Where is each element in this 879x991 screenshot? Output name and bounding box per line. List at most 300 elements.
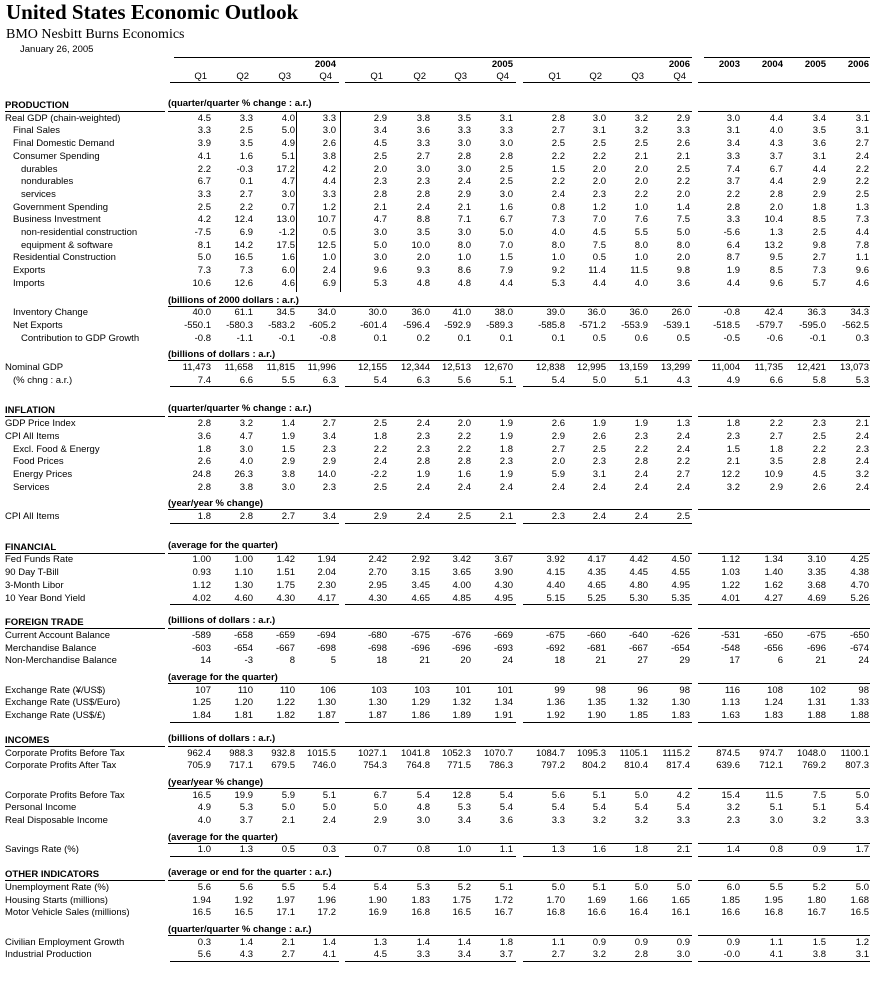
value-cell: 3.1	[855, 949, 869, 961]
value-cell: 13,159	[618, 362, 648, 373]
value-cell: 12.2	[721, 468, 740, 480]
value-cell: 2.6	[197, 456, 211, 468]
value-cell: 3.7	[769, 150, 783, 162]
value-cell: 2.70	[368, 567, 387, 579]
value-cell: 5.1	[499, 881, 513, 893]
value-cell: 3.3	[855, 815, 869, 826]
value-cell: -0.6	[766, 332, 783, 344]
value-cell: 0.7	[373, 844, 387, 856]
value-cell: 5.0	[551, 881, 565, 893]
value-cell: 4.8	[416, 802, 430, 814]
quarter-header: Q3	[278, 71, 291, 82]
unit-label: (billions of dollars : a.r.)	[168, 732, 276, 744]
value-cell: 3.3	[197, 188, 211, 200]
value-cell: 0.9	[634, 936, 648, 948]
value-cell: 3.0	[457, 163, 471, 175]
value-cell: 6.9	[322, 277, 336, 289]
value-cell: 7.3	[855, 214, 869, 226]
value-cell: -694	[316, 629, 336, 641]
value-cell: -669	[493, 629, 513, 641]
value-cell: 0.1	[373, 332, 387, 344]
value-cell: 1.95	[764, 894, 783, 906]
value-cell: -0.8	[723, 307, 740, 319]
value-cell: 2.5	[197, 201, 211, 213]
value-cell: 2.2	[592, 150, 606, 162]
value-cell: 1.22	[276, 697, 295, 709]
value-cell: 1.81	[234, 710, 253, 722]
value-cell: 4.4	[812, 163, 826, 175]
page-title: United States Economic Outlook	[6, 0, 299, 24]
row-label: Exchange Rate (¥/US$)	[5, 684, 106, 696]
value-cell: 4.0	[551, 227, 565, 238]
value-cell: 7.9	[499, 265, 513, 277]
value-cell: 2.7	[812, 252, 826, 264]
value-cell: -698	[367, 642, 387, 654]
value-cell: 2.9	[373, 815, 387, 826]
value-cell: 3.42	[452, 554, 471, 566]
value-cell: 2.9	[769, 481, 783, 493]
value-cell: -1.2	[278, 227, 295, 238]
value-cell: 1.9	[499, 468, 513, 480]
value-cell: 5.6	[551, 789, 565, 801]
value-cell: -7.5	[194, 227, 211, 238]
value-cell: 17.2	[317, 907, 336, 919]
value-cell: 12,838	[535, 362, 565, 373]
value-cell: 9.6	[373, 265, 387, 277]
value-cell: 1.5	[551, 163, 565, 175]
value-cell: 3.4	[322, 511, 336, 522]
rule-line	[345, 856, 516, 857]
value-cell: 9.8	[812, 239, 826, 251]
value-cell: -676	[451, 629, 471, 641]
value-cell: 2.2	[457, 430, 471, 442]
value-cell: 5.3	[416, 881, 430, 893]
quarter-header: Q3	[454, 71, 467, 82]
section-heading: INFLATION	[5, 405, 55, 417]
value-cell: 3.6	[499, 815, 513, 826]
value-cell: 34.3	[850, 307, 869, 319]
value-cell: 1.75	[276, 579, 295, 591]
value-cell: 1.10	[234, 567, 253, 579]
value-cell: 2.4	[592, 511, 606, 522]
value-cell: 2.3	[812, 418, 826, 430]
value-cell: 2.2	[457, 443, 471, 455]
value-cell: 2.4	[634, 481, 648, 493]
value-cell: 9.3	[416, 265, 430, 277]
value-cell: 2.4	[457, 176, 471, 188]
value-cell: 2.3	[499, 456, 513, 468]
value-cell: -667	[275, 642, 295, 654]
unit-label: (quarter/quarter % change : a.r.)	[168, 403, 312, 415]
rule-line	[170, 82, 339, 83]
value-cell: 9.6	[855, 265, 869, 277]
value-cell: 2.1	[634, 150, 648, 162]
year-header-2004: 2004	[314, 59, 336, 70]
value-cell: 0.8	[551, 201, 565, 213]
value-cell: 13.2	[764, 239, 783, 251]
section-heading: PRODUCTION	[5, 100, 69, 111]
value-cell: 15.4	[721, 789, 740, 801]
value-cell: 2.0	[416, 252, 430, 264]
value-cell: 2.0	[373, 163, 387, 175]
value-cell: -696	[410, 642, 430, 654]
value-cell: 4.40	[546, 579, 565, 591]
unit-label: (quarter/quarter % change : a.r.)	[168, 98, 312, 109]
value-cell: 1.8	[499, 936, 513, 948]
value-cell: 2.8	[373, 188, 387, 200]
value-cell: -0.1	[809, 332, 826, 344]
value-cell: 4.9	[197, 802, 211, 814]
value-cell: 0.2	[416, 332, 430, 344]
rule-line	[345, 961, 516, 962]
unit-label: (average or end for the quarter : a.r.)	[168, 867, 332, 879]
value-cell: -692	[545, 642, 565, 654]
value-cell: 4.80	[629, 579, 648, 591]
value-cell: 3.2	[634, 815, 648, 826]
value-cell: 1.35	[587, 697, 606, 709]
value-cell: 11,004	[711, 362, 740, 373]
value-cell: 1095.3	[576, 747, 606, 759]
value-cell: 2.8	[769, 188, 783, 200]
value-cell: 8.0	[551, 239, 565, 251]
value-cell: 1.7	[855, 844, 869, 856]
value-cell: 1.6	[499, 201, 513, 213]
value-cell: 6.6	[239, 374, 253, 386]
value-cell: 1.30	[317, 697, 336, 709]
section-heading: FINANCIAL	[5, 541, 57, 553]
value-cell: 2.2	[676, 456, 690, 468]
rule-line	[698, 961, 870, 962]
value-cell: -675	[410, 629, 430, 641]
value-cell: -696	[806, 642, 826, 654]
value-cell: 5.4	[373, 881, 387, 893]
value-cell: 10.4	[764, 214, 783, 226]
value-cell: 8.0	[457, 239, 471, 251]
value-cell: 2.8	[457, 456, 471, 468]
value-cell: 2.6	[551, 418, 565, 430]
row-label: CPI All Items	[5, 430, 60, 442]
value-cell: 1.30	[234, 579, 253, 591]
value-cell: 6.7	[373, 789, 387, 801]
value-cell: 3.1	[499, 112, 513, 124]
quarter-header: Q1	[194, 71, 207, 82]
value-cell: 1.83	[411, 894, 430, 906]
value-cell: 4.95	[671, 579, 690, 591]
value-cell: 4.5	[373, 949, 387, 961]
value-cell: 4.30	[368, 592, 387, 604]
value-cell: 99	[554, 684, 565, 696]
value-cell: 7.1	[457, 214, 471, 226]
row-label: 10 Year Bond Yield	[5, 592, 86, 604]
value-cell: 4.0	[281, 112, 295, 124]
value-cell: 679.5	[271, 760, 295, 772]
value-cell: 2.5	[676, 511, 690, 522]
quarter-header: Q2	[589, 71, 602, 82]
value-cell: 2.5	[812, 430, 826, 442]
value-cell: 102	[810, 684, 826, 696]
section-heading: INCOMES	[5, 734, 50, 746]
value-cell: -660	[586, 629, 606, 641]
value-cell: 5.8	[812, 374, 826, 386]
value-cell: 2.9	[281, 456, 295, 468]
value-cell: 36.3	[807, 307, 826, 319]
value-cell: 2.8	[726, 201, 740, 213]
value-cell: 4.4	[769, 112, 783, 124]
value-cell: 3.3	[551, 815, 565, 826]
value-cell: 1.8	[769, 443, 783, 455]
value-cell: 3.4	[812, 112, 826, 124]
value-cell: 0.5	[592, 252, 606, 264]
value-cell: 36.0	[411, 307, 430, 319]
value-cell: 5.5	[769, 881, 783, 893]
value-cell: 4.85	[452, 592, 471, 604]
value-cell: 3.10	[807, 554, 826, 566]
value-cell: 4.30	[494, 579, 513, 591]
value-cell: 2.5	[373, 150, 387, 162]
value-cell: 3.90	[494, 567, 513, 579]
value-cell: 1.12	[192, 579, 211, 591]
value-cell: 3.65	[452, 567, 471, 579]
value-cell: 3.0	[499, 138, 513, 150]
value-cell: 2.1	[457, 201, 471, 213]
value-cell: 12,670	[483, 362, 513, 373]
value-cell: 2.2	[373, 443, 387, 455]
value-cell: 1.25	[192, 697, 211, 709]
value-cell: 1.22	[721, 579, 740, 591]
value-cell: 5.30	[629, 592, 648, 604]
value-cell: 1.91	[494, 710, 513, 722]
value-cell: 4.5	[812, 468, 826, 480]
value-cell: 4.1	[322, 949, 336, 961]
value-cell: 2.2	[855, 176, 869, 188]
value-cell: -603	[191, 642, 211, 654]
value-cell: 2.8	[197, 481, 211, 493]
value-cell: 0.3	[855, 332, 869, 344]
value-cell: 5.0	[197, 252, 211, 264]
value-cell: 10.7	[317, 214, 336, 226]
value-cell: -583.2	[268, 319, 295, 331]
value-cell: 4.5	[197, 112, 211, 124]
value-cell: 7.4	[726, 163, 740, 175]
value-cell: 16.7	[807, 907, 826, 919]
value-cell: 21	[595, 655, 606, 667]
value-cell: 4.7	[239, 430, 253, 442]
value-cell: 7.3	[551, 214, 565, 226]
value-cell: 3.3	[416, 949, 430, 961]
value-cell: 2.4	[322, 815, 336, 826]
value-cell: 4.00	[452, 579, 471, 591]
value-cell: 3.45	[411, 579, 430, 591]
value-cell: 2.4	[322, 265, 336, 277]
value-cell: 5.0	[676, 881, 690, 893]
value-cell: 16.5	[192, 907, 211, 919]
value-cell: 3.9	[197, 138, 211, 150]
value-cell: 17.2	[276, 163, 295, 175]
value-cell: 2.7	[855, 138, 869, 150]
value-cell: 2.9	[676, 112, 690, 124]
value-cell: 12.6	[234, 277, 253, 289]
row-label: 90 Day T-Bill	[5, 567, 59, 579]
section-heading: FOREIGN TRADE	[5, 617, 84, 629]
value-cell: 1.0	[457, 844, 471, 856]
value-cell: 7.5	[592, 239, 606, 251]
value-cell: 20	[460, 655, 471, 667]
value-cell: 5.6	[197, 881, 211, 893]
value-cell: 2.8	[634, 456, 648, 468]
value-cell: 2.4	[676, 443, 690, 455]
value-cell: 3.2	[239, 418, 253, 430]
value-cell: 16.7	[494, 907, 513, 919]
value-cell: -579.7	[756, 319, 783, 331]
value-cell: 42.4	[764, 307, 783, 319]
value-cell: 2.5	[373, 418, 387, 430]
value-cell: 1.4	[281, 418, 295, 430]
row-label: non-residential construction	[21, 227, 138, 238]
value-cell: -1.1	[236, 332, 253, 344]
value-cell: 3.4	[457, 815, 471, 826]
value-cell: 7.0	[499, 239, 513, 251]
value-cell: 4.2	[322, 163, 336, 175]
value-cell: 5.9	[281, 789, 295, 801]
rule-line	[174, 57, 692, 58]
value-cell: 98	[679, 684, 690, 696]
value-cell: 4.60	[234, 592, 253, 604]
value-cell: 11,473	[182, 362, 211, 373]
row-label: Consumer Spending	[13, 150, 100, 162]
value-cell: 2.7	[769, 430, 783, 442]
value-cell: 7.6	[634, 214, 648, 226]
row-label: Excl. Food & Energy	[13, 443, 100, 455]
value-cell: 3.2	[592, 815, 606, 826]
value-cell: 5.5	[634, 227, 648, 238]
value-cell: 804.2	[582, 760, 606, 772]
row-label: Corporate Profits Before Tax	[5, 789, 125, 801]
value-cell: 11,996	[307, 362, 336, 373]
value-cell: 10.6	[192, 277, 211, 289]
rule-line	[698, 509, 870, 510]
value-cell: 1.00	[192, 554, 211, 566]
value-cell: 4.65	[587, 579, 606, 591]
row-label: 3-Month Libor	[5, 579, 64, 591]
quarter-header: Q4	[319, 71, 332, 82]
value-cell: 2.2	[676, 176, 690, 188]
value-cell: 4.4	[592, 277, 606, 289]
value-cell: -680	[367, 629, 387, 641]
row-label: Government Spending	[13, 201, 109, 213]
value-cell: -675	[545, 629, 565, 641]
value-cell: 1.31	[807, 697, 826, 709]
row-label: Real GDP (chain-weighted)	[5, 112, 121, 124]
value-cell: 1015.5	[306, 747, 336, 759]
value-cell: 9.5	[769, 252, 783, 264]
value-cell: 2.5	[499, 176, 513, 188]
value-cell: 1.84	[192, 710, 211, 722]
value-cell: 11.5	[630, 265, 648, 277]
value-cell: 5.4	[855, 802, 869, 814]
value-cell: 1.82	[276, 710, 295, 722]
row-label: Housing Starts (millions)	[5, 894, 108, 906]
value-cell: 1.9	[592, 418, 606, 430]
value-cell: 2.3	[416, 430, 430, 442]
value-cell: 2.2	[239, 201, 253, 213]
value-cell: 1.94	[317, 554, 336, 566]
value-cell: 5.2	[812, 881, 826, 893]
row-label: Services	[13, 481, 50, 493]
value-cell: 2.2	[551, 176, 565, 188]
value-cell: 3.7	[239, 815, 253, 826]
value-cell: 2.8	[239, 511, 253, 522]
row-label: Fed Funds Rate	[5, 554, 74, 566]
value-cell: 11,658	[224, 362, 253, 373]
value-cell: 5.15	[546, 592, 565, 604]
value-cell: 5.3	[239, 802, 253, 814]
value-cell: 38.0	[494, 307, 513, 319]
value-cell: 3.8	[812, 949, 826, 961]
value-cell: 3.2	[634, 125, 648, 137]
value-cell: 3.2	[726, 802, 740, 814]
value-cell: 1.62	[764, 579, 783, 591]
value-cell: 4.4	[769, 176, 783, 188]
value-cell: 26.3	[234, 468, 253, 480]
value-cell: 5.0	[634, 881, 648, 893]
value-cell: 7.4	[197, 374, 211, 386]
value-cell: 5.0	[373, 239, 387, 251]
value-cell: 16.5	[452, 907, 471, 919]
value-cell: 0.9	[812, 844, 826, 856]
value-cell: 1.6	[239, 150, 253, 162]
value-cell: 0.9	[592, 936, 606, 948]
value-cell: 4.4	[322, 176, 336, 188]
value-cell: 1027.1	[357, 747, 387, 759]
value-cell: 5.26	[850, 592, 869, 604]
value-cell: 1.3	[239, 844, 253, 856]
value-cell: 5.3	[373, 277, 387, 289]
value-cell: 9.6	[769, 277, 783, 289]
value-cell: 12,421	[796, 362, 826, 373]
value-cell: 3.0	[322, 125, 336, 137]
value-cell: 17.1	[276, 907, 295, 919]
value-cell: 1.42	[276, 554, 295, 566]
value-cell: 3.92	[546, 554, 565, 566]
row-label: (% chng : a.r.)	[13, 374, 73, 386]
value-cell: 3.3	[197, 125, 211, 137]
value-cell: 4.8	[416, 277, 430, 289]
value-cell: 5.0	[676, 227, 690, 238]
rule-line	[170, 856, 339, 857]
value-cell: 3.2	[855, 468, 869, 480]
rule-line	[698, 82, 870, 83]
value-cell: 2.0	[457, 418, 471, 430]
quarter-header: Q2	[413, 71, 426, 82]
value-cell: 1.5	[726, 443, 740, 455]
value-cell: 3.1	[726, 125, 740, 137]
value-cell: 2.1	[855, 418, 869, 430]
value-cell: 98	[858, 684, 869, 696]
value-cell: 3.0	[457, 138, 471, 150]
value-cell: -654	[233, 642, 253, 654]
value-cell: 1.9	[499, 430, 513, 442]
value-cell: 5.4	[592, 802, 606, 814]
value-cell: 1.72	[494, 894, 513, 906]
value-cell: 5.4	[499, 789, 513, 801]
value-cell: 1.2	[592, 201, 606, 213]
value-cell: 3.0	[457, 227, 471, 238]
unit-label: (average for the quarter)	[168, 831, 278, 843]
value-cell: 8.0	[676, 239, 690, 251]
value-cell: 4.17	[317, 592, 336, 604]
value-cell: 1115.2	[662, 747, 690, 759]
value-cell: 7.3	[197, 265, 211, 277]
